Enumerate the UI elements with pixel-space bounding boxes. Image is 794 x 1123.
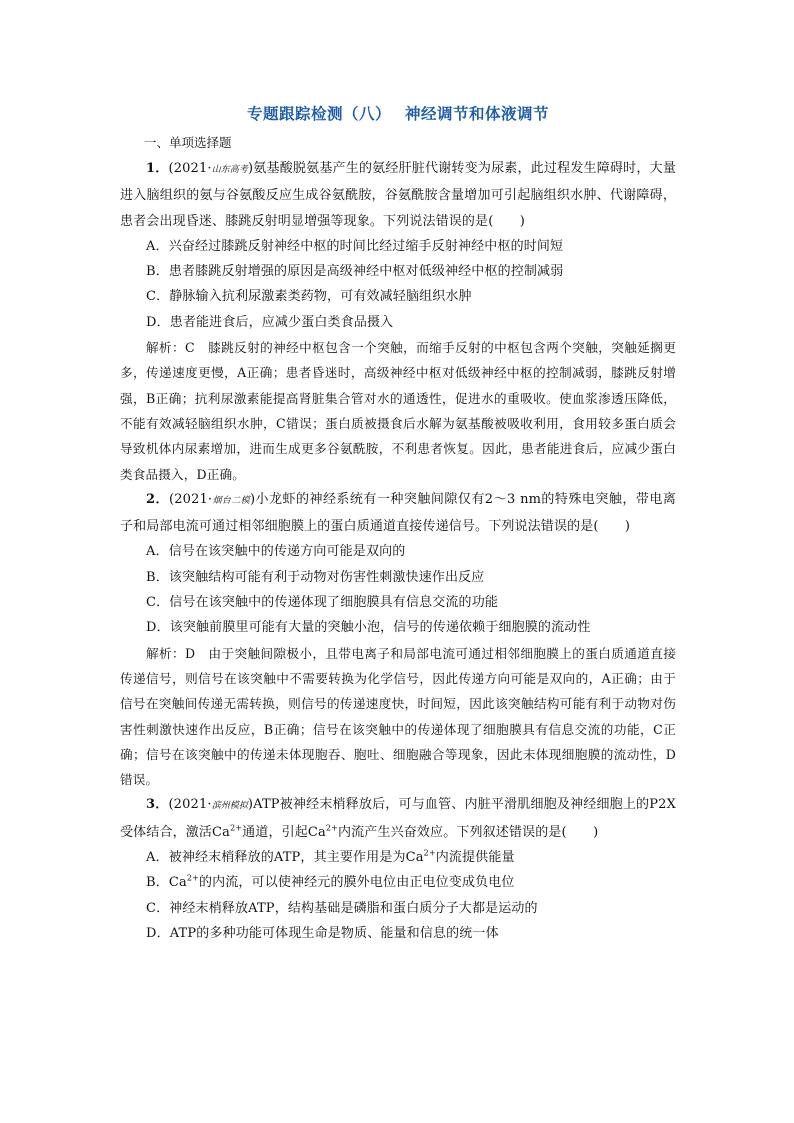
question-2-option-b: B．该突触结构可能有利于动物对伤害性刺激快速作出反应 [146, 569, 485, 585]
question-source: 滨州模拟 [211, 801, 248, 812]
ion-charge: 2+ [325, 823, 338, 833]
question-3-option-c: C．神经末梢释放ATP，结构基础是磷脂和蛋白质分子大都是运动的 [146, 900, 538, 916]
question-2-option-c: C．信号在该突触中的传递体现了细胞膜具有信息交流的功能 [146, 595, 498, 611]
ion-charge: 2+ [230, 823, 243, 833]
question-text-c: 内流产生兴奋效应。下列叙述错误的是( ) [338, 824, 599, 840]
question-text-a: )ATP被神经末梢释放后，可与血管、内脏平滑肌细胞及神经细胞上的P2X受体结合，激活Ca [120, 797, 676, 840]
option-text: 内流提供能量 [435, 850, 515, 866]
question-text-b: 通道，引起Ca [242, 824, 326, 840]
question-3-option-a [120, 845, 676, 870]
question-1-option-c: C．静脉输入抗利尿激素类药物，可有效减轻脑组织水肿 [146, 289, 472, 305]
question-year: (2021· [168, 797, 212, 813]
question-2-option-a: A．信号在该突触中的传递方向可能是双向的 [146, 544, 406, 560]
title-part1: 专题跟踪检测（八） [246, 105, 391, 123]
question-text: )小龙虾的神经系统有一种突触间隙仅有2～3 nm的特殊电突触，带电离子和局部电流可通过相邻细胞膜上的蛋白质通道直接传递信号。下列说法错误的是( ) [120, 491, 676, 535]
question-number: 3． [146, 797, 169, 813]
question-text: )氨基酸脱氨基产生的氨经肝脏代谢转变为尿素，此过程发生障碍时，大量进入脑组织的氨与谷氨酸反应生成谷氨酰胺，谷氨酰胺含量增加可引起脑组织水肿、代谢障碍，患者会出现昏迷、膝跳反射明显增强等现象。下列说法错误的是( ) [120, 161, 676, 229]
title-part2: 神经调节和体液调节 [405, 105, 550, 123]
question-year: (2021· [169, 491, 213, 507]
ion-charge: 2+ [186, 873, 199, 883]
section-heading: 一、单项选择题 [144, 135, 232, 150]
question-year: (2021· [168, 161, 212, 176]
question-2-option-d: D．该突触前膜里可能有大量的突触小泡，信号的传递依赖于细胞膜的流动性 [146, 620, 591, 636]
page-title [120, 104, 676, 124]
question-number: 1． [146, 161, 169, 176]
question-2-stem [120, 487, 676, 540]
question-1-stem [120, 156, 676, 234]
question-3-stem [120, 792, 676, 845]
question-1-analysis: 解析：C 膝跳反射的神经中枢包含一个突触，而缩手反射的中枢包含两个突触，突触延搁更多，传递速度更慢，A正确；患者昏迷时，高级神经中枢对低级神经中枢的控制减弱，膝跳反射增强，B正确；抗利尿激素能提高肾脏集合管对水的通透性，促进水的重吸收。使血浆渗透压降低，不能有效减轻脑组织水肿，C错误；蛋白质被摄食后水解为氨基酸被吸收利用，食用较多蛋白质会导致机体内尿素增加，进而生成更多谷氨酰胺，不利患者恢复。因此，患者能进食后，应减少蛋白类食品摄入，D正确。 [120, 340, 676, 482]
option-text: 的内流，可以使神经元的膜外电位由正电位变成负电位 [198, 875, 515, 891]
question-source: 山东高考 [211, 165, 248, 175]
question-source: 烟台二模 [212, 495, 250, 506]
question-3-option-b [120, 870, 676, 895]
option-text: B．Ca [146, 875, 187, 891]
document-page [120, 104, 676, 946]
question-1-option-d: D．患者能进食后，应减少蛋白类食品摄入 [146, 314, 394, 330]
question-2-analysis: 解析：D 由于突触间隙极小，且带电离子和局部电流可通过相邻细胞膜上的蛋白质通道直接传递信号，则信号在该突触中不需要转换为化学信号，因此传递方向可能是双向的，A正确；由于信号在突触间传递无需转换，则信号的传递速度快，时间短，因此该突触结构可能有利于动物对伤害性刺激快速作出反应，B正确；信号在该突触中的传递体现了细胞膜具有信息交流的功能，C正确；信号在该突触中的传递未体现胞吞、胞吐、细胞融合等现象，因此未体现细胞膜的流动性，D错误。 [120, 645, 676, 788]
question-3-option-d: D．ATP的多种功能可体现生命是物质、能量和信息的统一体 [146, 925, 499, 941]
question-1-option-a: A．兴奋经过膝跳反射神经中枢的时间比经过缩手反射神经中枢的时间短 [146, 238, 564, 254]
option-text: A．被神经末梢释放的ATP，其主要作用是为Ca [146, 850, 424, 866]
ion-charge: 2+ [423, 848, 436, 858]
question-number: 2． [146, 491, 170, 507]
question-1-option-b: B．患者膝跳反射增强的原因是高级神经中枢对低级神经中枢的控制减弱 [146, 264, 564, 280]
